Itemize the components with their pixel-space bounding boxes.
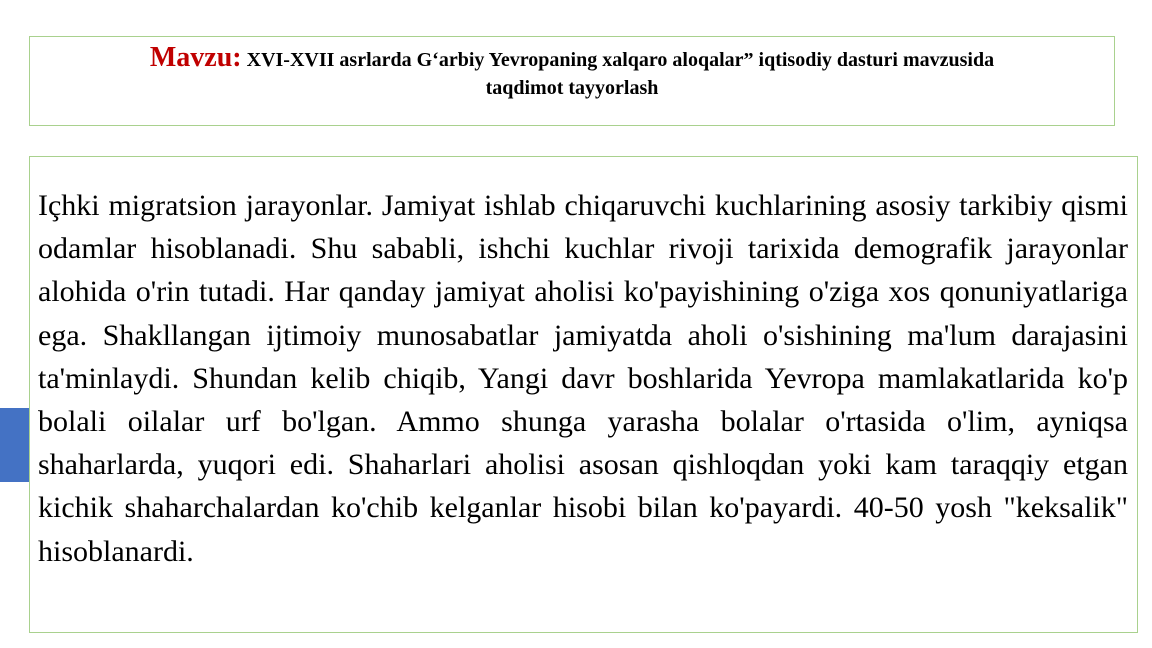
title-line-1 <box>30 41 1114 77</box>
topic-text: XVI-XVII asrlarda G‘arbiy Yevropaning xalqaro aloqalar” iqtisodiy dasturi mavzusida <box>246 49 995 71</box>
content-paragraph: Içhki migratsion jarayonlar. Jamiyat ishlab chiqaruvchi kuchlarining asosiy tarkibiy qismi odamlar hisoblanadi. Shu sababli, ishchi kuchlar rivoji tarixida demografik jarayonlar alohida o'rin tutadi. Har qanday jamiyat aholisi ko'payishining o'ziga xos qonuniyatlariga ega. Shakllangan ijtimoiy munosabatlar jamiyatda aholi o'sishining ma'lum darajasini ta'minlaydi. Shundan kelib chiqib, Yangi davr boshlarida Yevropa mamlakatlarida ko'p bolali oilalar urf bo'lgan. Ammo shunga yarasha bolalar o'rtasida o'lim, ayniqsa shaharlarda, yuqori edi. Shaharlari aholisi asosan qishloqdan yoki kam taraqqiy etgan kichik shaharchalardan ko'chib kelganlar hisobi bilan ko'payardi. 40-50 yosh "keksalik" hisoblanardi. <box>38 189 1128 568</box>
topic-text-continued: taqdimot tayyorlash <box>485 77 659 99</box>
title-box <box>29 36 1115 126</box>
accent-bar <box>0 408 29 482</box>
topic-label: Mavzu: <box>149 42 242 73</box>
content-box <box>29 156 1138 633</box>
